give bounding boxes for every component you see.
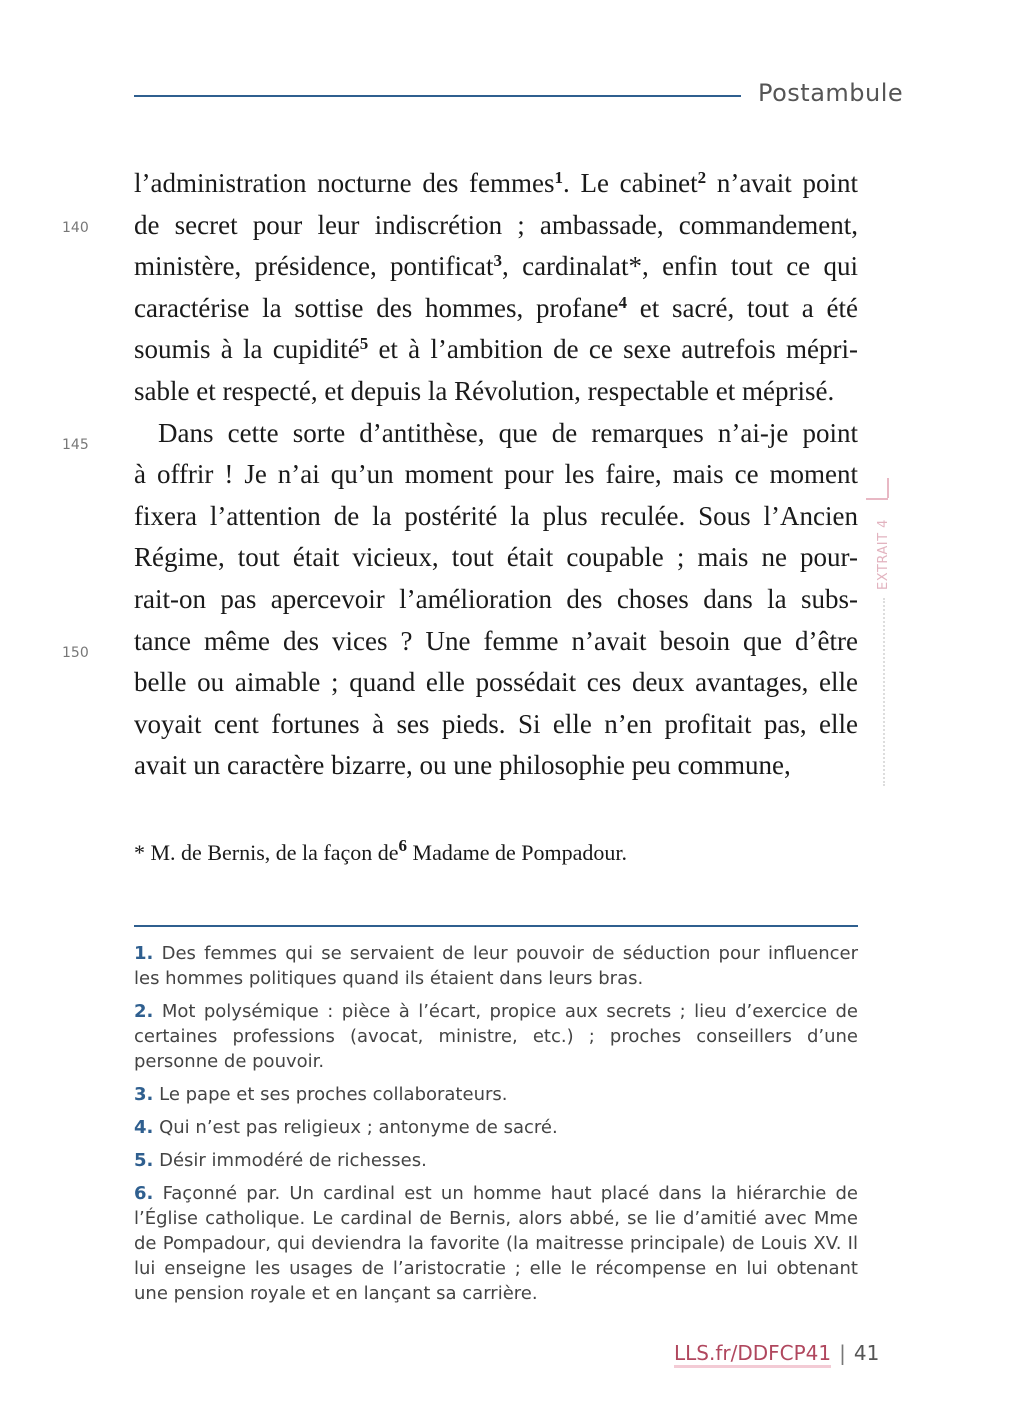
extract-label: EXTRAIT 4 — [876, 519, 891, 590]
footnote-number: 4. — [134, 1117, 154, 1138]
footnote-ref: 2 — [697, 168, 707, 187]
footnote-text: Des femmes qui se servaient de leur pouvoir de séduction pour influencer les hommes politiques quand ils étaient dans leurs bras. — [134, 943, 858, 989]
text-span: . Le cabinet — [563, 168, 698, 198]
footnote — [134, 1115, 858, 1140]
text-span: Régime, tout était vicieux, tout était coupable ; mais ne pour- — [134, 542, 858, 573]
page-number: 41 — [853, 1341, 880, 1365]
text-span: Dans cette sorte d’antithèse, que de remarques n’ai-je point — [158, 417, 858, 448]
footnote-text: Façonné par. Un cardinal est un homme haut placé dans la hiérarchie de l’Église catholique. Le cardinal de Bernis, alors abbé, se lie d’amitié avec Mme de Pompadour, qui deviendra la favorite (la maitresse principale) de Louis XV. Il lui enseigne les usages de l’aristocratie ; elle le récompense en lui obtenant une pension royale et en lançant sa carrière. — [134, 1183, 858, 1304]
footer-separator: | — [839, 1341, 846, 1365]
footnote-ref: 3 — [493, 251, 503, 271]
footnote-text: Qui n’est pas religieux ; antonyme de sacré. — [159, 1117, 558, 1138]
text-span: voyait cent fortunes à ses pieds. Si elle n’en profitait pas, elle — [134, 708, 858, 739]
text-line — [134, 163, 858, 205]
text-span: , cardinalat*, enfin tout ce qui — [502, 251, 858, 282]
text-span: tance même des vices ? Une femme n’avait besoin que d’être — [134, 625, 858, 656]
text-line — [134, 662, 858, 704]
footnote-number: 1. — [134, 943, 154, 964]
text-span: sable et respecté, et depuis la Révolution, respectable et méprisé. — [134, 375, 835, 406]
text-span: soumis à la cupidité — [134, 334, 360, 365]
footnote-number: 2. — [134, 1001, 154, 1022]
text-line — [134, 205, 858, 247]
footnote-number: 5. — [134, 1150, 154, 1171]
text-span: ministère, présidence, pontificat — [134, 251, 494, 282]
note-rest: Madame de Pompadour. — [407, 840, 627, 865]
text-span: et à l’ambition de ce sexe autrefois mépri- — [368, 334, 858, 365]
line-number: 140 — [62, 220, 89, 236]
text-span: rait-on pas apercevoir l’amélioration des choses dans la subs- — [134, 583, 858, 614]
text-line — [134, 454, 858, 496]
footnote — [134, 1181, 858, 1306]
resource-link[interactable]: LLS.fr/DDFCP41 — [674, 1341, 831, 1368]
footnote-rule — [134, 925, 858, 927]
footnote-number: 6. — [134, 1183, 154, 1204]
running-header: Postambule — [758, 79, 904, 107]
header-rule — [134, 95, 741, 97]
text-line — [134, 246, 858, 288]
text-line — [134, 413, 858, 455]
footnote-ref: 1 — [554, 168, 564, 187]
footnote-text: Le pape et ses proches collaborateurs. — [159, 1084, 508, 1105]
text-span: à offrir ! Je n’ai qu’un moment pour les faire, mais ce moment — [134, 459, 858, 490]
text-line — [134, 621, 858, 663]
text-line — [134, 288, 858, 330]
extract-marker-rule — [866, 498, 888, 500]
footnote — [134, 1082, 858, 1107]
text-line — [134, 329, 858, 371]
line-number: 150 — [62, 645, 89, 661]
text-span: fixera l’attention de la postérité la plus reculée. Sous l’Ancien — [134, 500, 858, 531]
footnote-text: Désir immodéré de richesses. — [159, 1150, 427, 1171]
text-line — [134, 579, 858, 621]
footnote-ref: 4 — [618, 292, 627, 312]
footnote — [134, 1148, 858, 1173]
footnote-number: 3. — [134, 1084, 154, 1105]
note-sup: 6 — [398, 836, 408, 855]
text-line — [134, 745, 858, 787]
footer — [674, 1341, 879, 1365]
note-text: * M. de Bernis, de la façon de — [134, 840, 399, 865]
text-line — [134, 537, 858, 579]
text-span: avait un caractère bizarre, ou une philosophie peu commune, — [134, 750, 791, 781]
text-line — [134, 704, 858, 746]
text-span: n’avait point — [706, 168, 859, 198]
footnote-text: Mot polysémique : pièce à l’écart, propice aux secrets ; lieu d’exercice de certaines professions (avocat, ministre, etc.) ; proches conseillers d’une personne de pouvoir. — [134, 1001, 858, 1072]
text-span: belle ou aimable ; quand elle possédait ces deux avantages, elle — [134, 667, 858, 698]
extract-marker — [887, 478, 889, 498]
text-span: l’administration nocturne des femmes — [134, 168, 555, 198]
line-number: 145 — [62, 437, 89, 453]
text-line — [134, 496, 858, 538]
text-span: de secret pour leur indiscrétion ; ambassade, commandement, — [134, 209, 858, 240]
text-span: caractérise la sottise des hommes, profane — [134, 292, 619, 323]
text-span: et sacré, tout a été — [626, 292, 858, 323]
footnotes — [134, 941, 858, 1314]
main-text — [134, 163, 858, 787]
extract-dots — [883, 598, 885, 786]
author-note — [134, 836, 627, 866]
footnote — [134, 999, 858, 1074]
text-line — [134, 371, 858, 413]
footnote — [134, 941, 858, 991]
footnote-ref: 5 — [359, 334, 369, 354]
